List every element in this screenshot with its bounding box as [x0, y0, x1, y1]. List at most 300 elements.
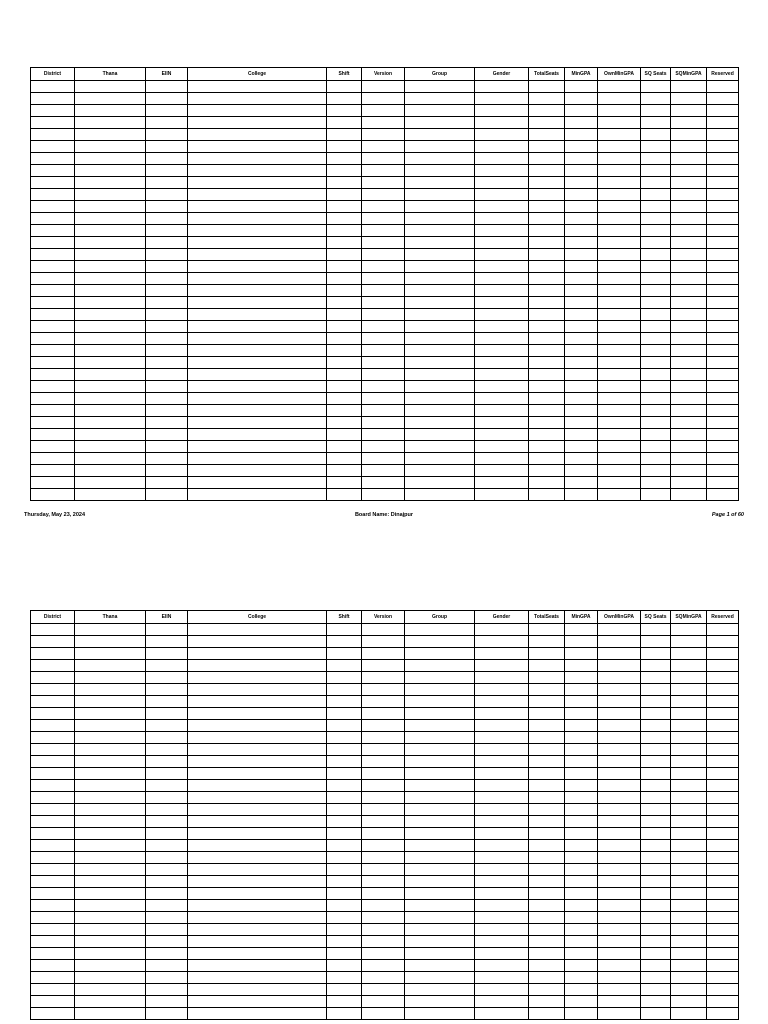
- table-cell: [598, 477, 641, 489]
- table-cell: [362, 708, 405, 720]
- table-cell: [362, 1008, 405, 1020]
- table-cell: [565, 852, 598, 864]
- table-cell: [75, 888, 146, 900]
- table-row: [31, 129, 739, 141]
- table-row: [31, 852, 739, 864]
- table-cell: [75, 297, 146, 309]
- table-cell: [362, 840, 405, 852]
- table-cell: [475, 477, 529, 489]
- table-cell: [75, 828, 146, 840]
- table-cell: [146, 81, 188, 93]
- table-cell: [475, 453, 529, 465]
- table-cell: [405, 405, 475, 417]
- table-cell: [405, 816, 475, 828]
- table-cell: [475, 465, 529, 477]
- table-cell: [475, 900, 529, 912]
- table-cell: [598, 309, 641, 321]
- table-cell: [529, 357, 565, 369]
- table-cell: [475, 624, 529, 636]
- table-cell: [75, 816, 146, 828]
- table-cell: [362, 792, 405, 804]
- table-cell: [31, 636, 75, 648]
- table-cell: [475, 309, 529, 321]
- table-cell: [362, 696, 405, 708]
- table-cell: [405, 684, 475, 696]
- table-cell: [565, 984, 598, 996]
- table-cell: [75, 900, 146, 912]
- table-cell: [188, 333, 327, 345]
- table-row: [31, 636, 739, 648]
- table-cell: [405, 201, 475, 213]
- table-row: [31, 732, 739, 744]
- table-cell: [475, 261, 529, 273]
- table-cell: [529, 141, 565, 153]
- table-cell: [146, 756, 188, 768]
- table-cell: [146, 948, 188, 960]
- table-row: [31, 225, 739, 237]
- table-cell: [327, 273, 362, 285]
- table-cell: [475, 237, 529, 249]
- table-cell: [565, 309, 598, 321]
- table-cell: [188, 345, 327, 357]
- table-cell: [598, 441, 641, 453]
- table-cell: [327, 285, 362, 297]
- table-cell: [327, 261, 362, 273]
- table-cell: [565, 912, 598, 924]
- table-cell: [529, 984, 565, 996]
- table-cell: [327, 489, 362, 501]
- table-cell: [671, 417, 707, 429]
- table-cell: [475, 816, 529, 828]
- table-cell: [598, 876, 641, 888]
- table-row: [31, 261, 739, 273]
- table-cell: [707, 984, 739, 996]
- table-cell: [671, 429, 707, 441]
- table-cell: [671, 297, 707, 309]
- col-ownmingpa: OwnMinGPA: [598, 68, 641, 81]
- table-cell: [405, 237, 475, 249]
- table-cell: [188, 237, 327, 249]
- table-cell: [529, 828, 565, 840]
- table-cell: [641, 81, 671, 93]
- table-cell: [146, 153, 188, 165]
- table-cell: [598, 81, 641, 93]
- table-cell: [188, 912, 327, 924]
- table-cell: [475, 648, 529, 660]
- table-cell: [188, 876, 327, 888]
- table-cell: [529, 888, 565, 900]
- table-cell: [598, 165, 641, 177]
- table-cell: [75, 708, 146, 720]
- table-cell: [565, 816, 598, 828]
- table-cell: [671, 912, 707, 924]
- table-cell: [75, 840, 146, 852]
- table-cell: [671, 900, 707, 912]
- table-cell: [671, 984, 707, 996]
- table-cell: [75, 756, 146, 768]
- table-cell: [529, 477, 565, 489]
- table-cell: [707, 780, 739, 792]
- table-row: [31, 189, 739, 201]
- table-cell: [31, 972, 75, 984]
- table-cell: [529, 840, 565, 852]
- table-cell: [327, 321, 362, 333]
- table-cell: [641, 333, 671, 345]
- table-cell: [31, 453, 75, 465]
- table-cell: [671, 936, 707, 948]
- table-cell: [529, 441, 565, 453]
- table-cell: [671, 393, 707, 405]
- table-cell: [188, 129, 327, 141]
- table-cell: [146, 477, 188, 489]
- table-cell: [529, 996, 565, 1008]
- table-cell: [146, 1008, 188, 1020]
- table-cell: [565, 441, 598, 453]
- table-cell: [529, 684, 565, 696]
- table-cell: [31, 93, 75, 105]
- table-cell: [405, 924, 475, 936]
- table-cell: [707, 117, 739, 129]
- table-cell: [405, 804, 475, 816]
- table-cell: [188, 177, 327, 189]
- table-cell: [475, 393, 529, 405]
- table-cell: [362, 309, 405, 321]
- table-cell: [31, 429, 75, 441]
- col-shift: Shift: [327, 611, 362, 624]
- table-cell: [671, 960, 707, 972]
- table-cell: [31, 297, 75, 309]
- table-cell: [362, 177, 405, 189]
- table-cell: [75, 489, 146, 501]
- table-cell: [598, 684, 641, 696]
- table-cell: [405, 852, 475, 864]
- table-cell: [362, 273, 405, 285]
- table-cell: [707, 405, 739, 417]
- table-cell: [641, 357, 671, 369]
- table-cell: [362, 465, 405, 477]
- table-cell: [641, 960, 671, 972]
- table-cell: [598, 888, 641, 900]
- table-cell: [362, 816, 405, 828]
- table-cell: [529, 852, 565, 864]
- table-cell: [75, 948, 146, 960]
- table-cell: [707, 273, 739, 285]
- table-cell: [529, 417, 565, 429]
- table-cell: [327, 189, 362, 201]
- table-cell: [188, 213, 327, 225]
- table-row: [31, 429, 739, 441]
- table-cell: [598, 105, 641, 117]
- table-cell: [598, 273, 641, 285]
- table-cell: [598, 744, 641, 756]
- table-cell: [362, 936, 405, 948]
- table-cell: [529, 489, 565, 501]
- table-cell: [362, 321, 405, 333]
- table-cell: [529, 81, 565, 93]
- table-cell: [529, 972, 565, 984]
- table-cell: [327, 984, 362, 996]
- table-cell: [707, 744, 739, 756]
- table-row: [31, 273, 739, 285]
- table-cell: [362, 261, 405, 273]
- table-cell: [565, 153, 598, 165]
- table-cell: [529, 792, 565, 804]
- table-cell: [529, 756, 565, 768]
- table-cell: [598, 261, 641, 273]
- table-cell: [31, 201, 75, 213]
- table-cell: [188, 165, 327, 177]
- table-cell: [146, 237, 188, 249]
- table-cell: [598, 648, 641, 660]
- table-cell: [362, 900, 405, 912]
- table-cell: [31, 405, 75, 417]
- table-cell: [598, 792, 641, 804]
- table-cell: [31, 153, 75, 165]
- table-cell: [31, 936, 75, 948]
- table-cell: [707, 225, 739, 237]
- table-cell: [671, 285, 707, 297]
- table-cell: [31, 996, 75, 1008]
- table-cell: [671, 441, 707, 453]
- table-cell: [327, 924, 362, 936]
- table-row: [31, 381, 739, 393]
- table-cell: [565, 876, 598, 888]
- table-cell: [641, 417, 671, 429]
- table-cell: [671, 648, 707, 660]
- table-row: [31, 249, 739, 261]
- col-sqseats: SQ Seats: [641, 68, 671, 81]
- table-cell: [362, 972, 405, 984]
- table-cell: [671, 636, 707, 648]
- table-cell: [188, 648, 327, 660]
- table-cell: [405, 441, 475, 453]
- table-cell: [565, 960, 598, 972]
- table-cell: [565, 756, 598, 768]
- table-cell: [671, 768, 707, 780]
- table-cell: [327, 624, 362, 636]
- table-cell: [327, 792, 362, 804]
- table-cell: [475, 417, 529, 429]
- table-cell: [529, 636, 565, 648]
- table-cell: [405, 417, 475, 429]
- table-cell: [641, 768, 671, 780]
- table-cell: [31, 225, 75, 237]
- table-cell: [405, 105, 475, 117]
- table-cell: [188, 381, 327, 393]
- table-cell: [188, 744, 327, 756]
- col-eiin: EIIN: [146, 611, 188, 624]
- table-cell: [75, 105, 146, 117]
- table-cell: [598, 708, 641, 720]
- table-cell: [146, 405, 188, 417]
- table-cell: [641, 732, 671, 744]
- table-cell: [598, 381, 641, 393]
- table-cell: [529, 177, 565, 189]
- table-cell: [671, 105, 707, 117]
- table-cell: [188, 624, 327, 636]
- table-cell: [362, 237, 405, 249]
- table-cell: [146, 816, 188, 828]
- table-cell: [598, 1008, 641, 1020]
- table-cell: [671, 972, 707, 984]
- table-cell: [598, 189, 641, 201]
- table-cell: [641, 153, 671, 165]
- table-cell: [671, 453, 707, 465]
- table-cell: [146, 840, 188, 852]
- table-cell: [146, 357, 188, 369]
- table-cell: [188, 117, 327, 129]
- table-cell: [529, 1008, 565, 1020]
- table-cell: [75, 684, 146, 696]
- table-cell: [362, 489, 405, 501]
- table-cell: [598, 864, 641, 876]
- table-cell: [362, 780, 405, 792]
- table-cell: [707, 165, 739, 177]
- table-cell: [362, 117, 405, 129]
- table-cell: [75, 237, 146, 249]
- table-cell: [75, 333, 146, 345]
- table-cell: [707, 948, 739, 960]
- table-cell: [475, 321, 529, 333]
- table-cell: [327, 225, 362, 237]
- table-cell: [405, 129, 475, 141]
- table-cell: [188, 804, 327, 816]
- table-cell: [75, 357, 146, 369]
- table-cell: [146, 129, 188, 141]
- table-row: [31, 1008, 739, 1020]
- table-cell: [529, 321, 565, 333]
- table-cell: [598, 984, 641, 996]
- table-cell: [641, 876, 671, 888]
- table-cell: [641, 912, 671, 924]
- table-cell: [362, 201, 405, 213]
- table-cell: [75, 984, 146, 996]
- table-row: [31, 165, 739, 177]
- table-cell: [707, 261, 739, 273]
- table-cell: [188, 153, 327, 165]
- table-cell: [146, 261, 188, 273]
- table-cell: [75, 936, 146, 948]
- table-cell: [405, 864, 475, 876]
- table-cell: [671, 924, 707, 936]
- table-cell: [475, 828, 529, 840]
- table-cell: [598, 153, 641, 165]
- table-cell: [565, 924, 598, 936]
- table-cell: [146, 912, 188, 924]
- table-cell: [75, 93, 146, 105]
- table-cell: [475, 780, 529, 792]
- col-reserved: Reserved: [707, 68, 739, 81]
- table-body-1: [31, 81, 739, 501]
- table-cell: [146, 672, 188, 684]
- table-cell: [31, 141, 75, 153]
- table-cell: [327, 297, 362, 309]
- table-cell: [75, 636, 146, 648]
- table-cell: [362, 129, 405, 141]
- table-cell: [707, 153, 739, 165]
- table-cell: [327, 660, 362, 672]
- table-cell: [565, 684, 598, 696]
- table-row: [31, 309, 739, 321]
- table-cell: [565, 744, 598, 756]
- table-cell: [641, 489, 671, 501]
- table-row: [31, 441, 739, 453]
- table-row: [31, 477, 739, 489]
- table-cell: [475, 960, 529, 972]
- table-cell: [641, 624, 671, 636]
- table-cell: [565, 768, 598, 780]
- table-cell: [75, 720, 146, 732]
- table-cell: [641, 429, 671, 441]
- table-cell: [529, 105, 565, 117]
- table-row: [31, 900, 739, 912]
- table-cell: [327, 996, 362, 1008]
- table-cell: [565, 465, 598, 477]
- table-cell: [565, 165, 598, 177]
- table-cell: [641, 900, 671, 912]
- table-cell: [405, 369, 475, 381]
- table-cell: [327, 780, 362, 792]
- table-cell: [188, 453, 327, 465]
- table-cell: [31, 708, 75, 720]
- table-cell: [565, 429, 598, 441]
- table-cell: [327, 840, 362, 852]
- table-cell: [188, 948, 327, 960]
- table-cell: [362, 333, 405, 345]
- table-cell: [707, 201, 739, 213]
- table-cell: [475, 864, 529, 876]
- table-cell: [529, 768, 565, 780]
- table-cell: [529, 744, 565, 756]
- table-cell: [671, 780, 707, 792]
- table-cell: [31, 105, 75, 117]
- table-cell: [641, 189, 671, 201]
- table-cell: [146, 333, 188, 345]
- table-cell: [75, 804, 146, 816]
- table-cell: [671, 804, 707, 816]
- table-cell: [671, 201, 707, 213]
- table-cell: [529, 393, 565, 405]
- table-cell: [362, 660, 405, 672]
- table-cell: [707, 804, 739, 816]
- table-cell: [327, 357, 362, 369]
- table-cell: [146, 189, 188, 201]
- table-row: [31, 876, 739, 888]
- table-cell: [475, 441, 529, 453]
- table-cell: [362, 141, 405, 153]
- table-cell: [31, 285, 75, 297]
- col-district: District: [31, 68, 75, 81]
- table-cell: [146, 201, 188, 213]
- table-cell: [641, 177, 671, 189]
- table-cell: [565, 840, 598, 852]
- table-cell: [641, 261, 671, 273]
- table-cell: [31, 261, 75, 273]
- table-row: [31, 141, 739, 153]
- table-cell: [188, 636, 327, 648]
- table-cell: [327, 636, 362, 648]
- table-cell: [529, 624, 565, 636]
- table-cell: [188, 672, 327, 684]
- table-cell: [529, 672, 565, 684]
- table-cell: [405, 189, 475, 201]
- table-cell: [362, 996, 405, 1008]
- table-cell: [31, 441, 75, 453]
- table-cell: [31, 864, 75, 876]
- table-cell: [707, 453, 739, 465]
- table-cell: [529, 900, 565, 912]
- table-cell: [405, 756, 475, 768]
